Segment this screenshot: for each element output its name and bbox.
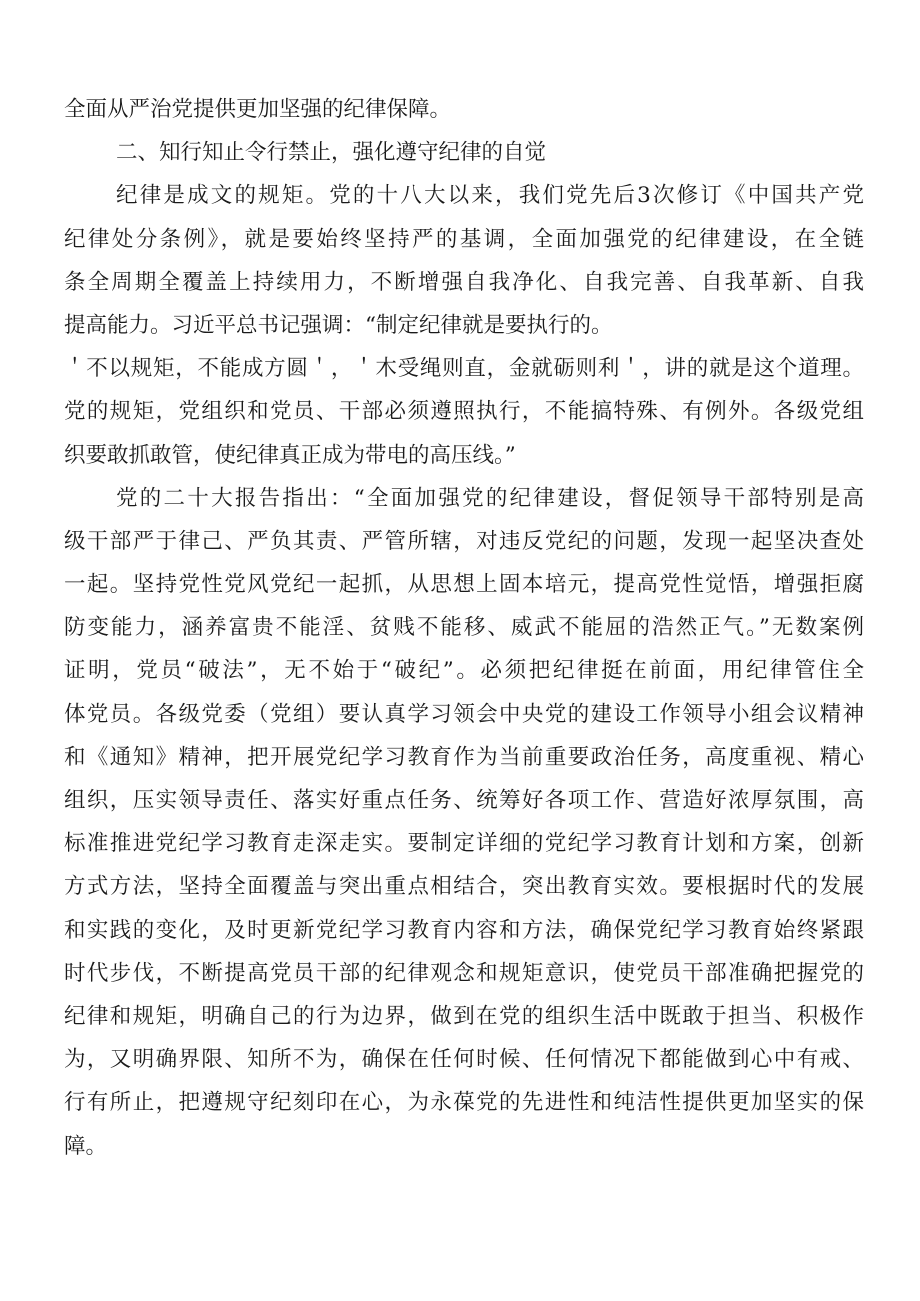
paragraph-line: 时代步伐，不断提高党员干部的纪律观念和规矩意识，使党员干部准确把握党的: [64, 960, 864, 986]
paragraph-line: 级干部严于律己、严负其责、严管所辖，对违反党纪的问题，发现一起坚决查处: [64, 528, 864, 554]
paragraph-line: 组织，压实领导责任、落实好重点任务、统筹好各项工作、营造好浓厚氛围，高: [64, 788, 864, 813]
paragraph-line: 纪律和规矩，明确自己的行为边界，做到在党的组织生活中既敢于担当、积极作: [64, 1003, 864, 1029]
paragraph-line: 障。: [64, 1133, 108, 1159]
document-body: [64, 88, 864, 1168]
paragraph-line: 一起。坚持党性党风党纪一起抓，从思想上固本培元，提高党性觉悟，增强拒腐: [64, 572, 864, 598]
paragraph-line: 行有所止，把遵规守纪刻印在心，为永葆党的先进性和纯洁性提供更加坚实的保: [64, 1090, 864, 1116]
paragraph-line: 纪律处分条例》，就是要始终坚持严的基调，全面加强党的纪律建设，在全链: [64, 226, 864, 252]
paragraph-line: 标准推进党纪学习教育走深走实。要制定详细的党纪学习教育计划和方案，创新: [64, 831, 864, 857]
paragraph-line: 为，又明确界限、知所不为，确保在任何时候、任何情况下都能做到心中有戒、: [64, 1047, 864, 1073]
paragraph-line: 体党员。各级党委（党组）要认真学习领会中央党的建设工作领导小组会议精神: [64, 701, 864, 727]
paragraph-line: 纪律是成文的规矩。党的十八大以来，我们党先后3次修订《中国共产党: [116, 183, 864, 209]
paragraph-line: 党的规矩，党组织和党员、干部必须遵照执行，不能搞特殊、有例外。各级党组: [64, 399, 864, 425]
section-heading: 二、知行知止令行禁止，强化遵守纪律的自觉: [116, 140, 547, 166]
paragraph-line: 全面从严治党提供更加坚强的纪律保障。: [64, 97, 452, 122]
paragraph-line: 证明，党员“破法”，无不始于“破纪”。必须把纪律挺在前面，用纪律管住全: [64, 658, 864, 684]
paragraph-line: 提高能力。习近平总书记强调：“制定纪律就是要执行的。: [64, 312, 613, 338]
paragraph-line: 条全周期全覆盖上持续用力，不断增强自我净化、自我完善、自我革新、自我: [64, 269, 864, 295]
paragraph-line: 党的二十大报告指出：“全面加强党的纪律建设，督促领导干部特别是高: [116, 485, 864, 511]
paragraph-line: 方式方法，坚持全面覆盖与突出重点相结合，突出教育实效。要根据时代的发展: [64, 874, 864, 900]
paragraph-line: ＇不以规矩，不能成方圆＇，＇木受绳则直，金就砺则利＇，讲的就是这个道理。: [64, 356, 864, 382]
paragraph-line: 织要敢抓敢管，使纪律真正成为带电的高压线。”: [64, 442, 516, 468]
paragraph-line: 防变能力，涵养富贵不能淫、贫贱不能移、威武不能屈的浩然正气。”无数案例: [64, 615, 864, 641]
paragraph-line: 和《通知》精神，把开展党纪学习教育作为当前重要政治任务，高度重视、精心: [64, 744, 864, 770]
paragraph-line: 和实践的变化，及时更新党纪学习教育内容和方法，确保党纪学习教育始终紧跟: [64, 917, 864, 943]
